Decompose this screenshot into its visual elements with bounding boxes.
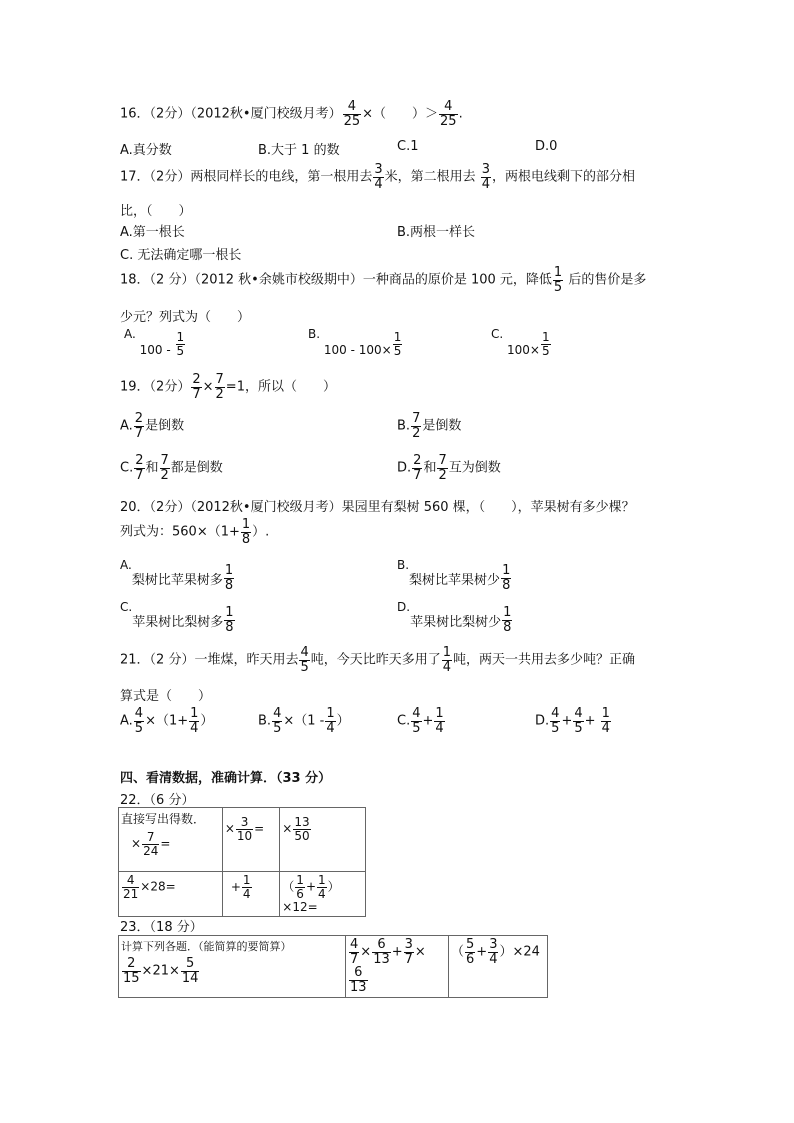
q17-option-a[interactable]: A.第一根长 bbox=[120, 225, 185, 240]
q22-label: 22．（6 分） bbox=[120, 793, 195, 808]
fraction: $\frac{2}{7}$ bbox=[134, 411, 144, 441]
fraction: $\frac{1}{4}$ bbox=[326, 706, 335, 736]
fraction: $\frac{4}{5}$ bbox=[273, 706, 282, 736]
q18-stem-line2: 少元？列式为（ ） bbox=[120, 310, 251, 325]
q18-option-b[interactable]: B. 100 - 100× $\frac{1}{5}$ bbox=[308, 327, 402, 358]
fraction: $\frac{3}{4}$ bbox=[481, 162, 491, 192]
q19-option-d[interactable]: D. $\frac{2}{7}$ 和 $\frac{7}{2}$ 互为倒数 bbox=[397, 453, 501, 483]
q21-option-d[interactable]: D. $\frac{4}{5}$ + $\frac{4}{5}$ + $\frac{1}{4}$ bbox=[535, 706, 610, 736]
q22-cell: × $\frac{13}{50}$ bbox=[280, 808, 366, 872]
q22-cell: （ $\frac{1}{6}$ + $\frac{1}{4}$ ）×12= bbox=[280, 872, 366, 917]
fraction: $\frac{3}{4}$ bbox=[489, 937, 498, 967]
fraction: $\frac{3}{10}$ bbox=[236, 815, 253, 843]
q20-stem-line2: 列式为：560×（1+ $\frac{1}{8}$ ）. bbox=[120, 517, 270, 547]
q22-cell: $\frac{4}{21}$ ×28= bbox=[119, 872, 223, 917]
fraction: $\frac{1}{5}$ bbox=[553, 265, 563, 295]
q21-option-c[interactable]: C. $\frac{4}{5}$ + $\frac{1}{4}$ bbox=[397, 706, 444, 736]
q20-option-a[interactable]: A.梨树比苹果树多 $\frac{1}{8}$ bbox=[120, 558, 234, 593]
fraction: $\frac{4}{25}$ bbox=[440, 99, 457, 129]
fraction: $\frac{4}{21}$ bbox=[123, 873, 139, 901]
q17-stem-line2: 比，（ ） bbox=[120, 204, 192, 219]
q17-option-c[interactable]: C. 无法确定哪一根长 bbox=[120, 248, 242, 263]
q22-cell: + $\frac{1}{4}$ bbox=[222, 872, 279, 917]
q19-option-a[interactable]: A. $\frac{2}{7}$ 是倒数 bbox=[120, 411, 185, 441]
q19-option-c[interactable]: C. $\frac{2}{7}$ 和 $\frac{7}{2}$ 都是倒数 bbox=[120, 453, 223, 483]
fraction: $\frac{1}{5}$ bbox=[393, 330, 402, 358]
fraction: $\frac{3}{7}$ bbox=[404, 937, 413, 967]
fraction: $\frac{1}{4}$ bbox=[435, 706, 444, 736]
q18-stem: 18．（2 分）（2012 秋•余姚市校级期中）一种商品的原价是 100 元，降低 $\frac{1}{5}$ 后的售价是多 bbox=[120, 265, 647, 295]
fraction: $\frac{1}{4}$ bbox=[242, 873, 251, 901]
fraction: $\frac{4}{7}$ bbox=[350, 937, 359, 967]
fraction: $\frac{5}{6}$ bbox=[466, 937, 475, 967]
fraction: $\frac{7}{2}$ bbox=[438, 453, 447, 483]
fraction: $\frac{1}{8}$ bbox=[225, 605, 234, 635]
fraction: $\frac{4}{5}$ bbox=[300, 645, 309, 675]
q16-stem: 16．（2分）（2012秋•厦门校级月考） $\frac{4}{25}$ ×（ ）＞ $\frac{4}{25}$ . bbox=[120, 99, 463, 129]
fraction: $\frac{7}{2}$ bbox=[160, 453, 169, 483]
fraction: $\frac{1}{8}$ bbox=[503, 605, 512, 635]
q18-option-c[interactable]: C. 100× $\frac{1}{5}$ bbox=[491, 327, 550, 358]
q23-label: 23．（18 分） bbox=[120, 920, 203, 935]
q23-cell: （ $\frac{5}{6}$ + $\frac{3}{4}$ ）×24 bbox=[449, 936, 548, 998]
q21-option-a[interactable]: A. $\frac{4}{5}$ ×（1+ $\frac{1}{4}$ ） bbox=[120, 706, 214, 736]
q21-stem: 21．（2 分）一堆煤，昨天用去 $\frac{4}{5}$ 吨，今天比昨天多用了 $\frac{1}{4}$ 吨，两天一共用去多少吨？正确 bbox=[120, 645, 636, 675]
q22-cell: 直接写出得数． × $\frac{7}{24}$ = bbox=[119, 808, 223, 872]
fraction: $\frac{6}{13}$ bbox=[350, 965, 367, 995]
fraction: $\frac{4}{5}$ bbox=[134, 706, 144, 736]
q17-option-b[interactable]: B.两根一样长 bbox=[397, 225, 476, 240]
fraction: $\frac{1}{8}$ bbox=[502, 563, 511, 593]
fraction: $\frac{6}{13}$ bbox=[373, 937, 390, 967]
q21-stem-line2: 算式是（ ） bbox=[120, 689, 212, 704]
q20-stem: 20．（2分）（2012秋•厦门校级月考）果园里有梨树 560 棵，（ ），苹果树有多少棵？ bbox=[120, 500, 635, 515]
fraction: $\frac{7}{2}$ bbox=[215, 372, 224, 402]
fraction: $\frac{4}{5}$ bbox=[412, 706, 421, 736]
fraction: $\frac{4}{5}$ bbox=[551, 706, 560, 736]
q16-option-c[interactable]: C.1 bbox=[397, 139, 419, 154]
fraction: $\frac{4}{5}$ bbox=[574, 706, 583, 736]
fraction: $\frac{7}{2}$ bbox=[412, 411, 421, 441]
fraction: $\frac{1}{5}$ bbox=[176, 330, 185, 358]
q17-stem: 17．（2分）两根同样长的电线，第一根用去 $\frac{3}{4}$ 米，第二根用去 $\frac{3}{4}$ ，两根电线剩下的部分相 bbox=[120, 162, 636, 192]
section-title: 四、看清数据，准确计算．（33 分） bbox=[120, 771, 332, 786]
q20-option-d[interactable]: D.苹果树比梨树少 $\frac{1}{8}$ bbox=[397, 600, 512, 635]
fraction: $\frac{1}{5}$ bbox=[542, 330, 550, 358]
fraction: $\frac{5}{14}$ bbox=[181, 956, 199, 986]
q20-option-c[interactable]: C.苹果树比梨树多 $\frac{1}{8}$ bbox=[120, 600, 234, 635]
q16-option-a[interactable]: A.真分数 bbox=[120, 143, 172, 158]
fraction: $\frac{1}{6}$ bbox=[296, 873, 304, 901]
fraction: $\frac{2}{15}$ bbox=[123, 956, 140, 986]
q21-option-b[interactable]: B. $\frac{4}{5}$ ×（1 - $\frac{1}{4}$ ） bbox=[258, 706, 350, 736]
fraction: $\frac{1}{4}$ bbox=[190, 706, 199, 736]
q16-option-d[interactable]: D.0 bbox=[535, 139, 558, 154]
q16-option-b[interactable]: B.大于 1 的数 bbox=[258, 143, 340, 158]
fraction: $\frac{1}{8}$ bbox=[241, 517, 251, 547]
fraction: $\frac{3}{4}$ bbox=[374, 162, 383, 192]
q22-cell: × $\frac{3}{10}$ = bbox=[222, 808, 279, 872]
q23-table bbox=[118, 935, 548, 998]
fraction: $\frac{4}{25}$ bbox=[343, 99, 361, 129]
fraction: $\frac{2}{7}$ bbox=[413, 453, 422, 483]
fraction: $\frac{1}{8}$ bbox=[224, 563, 234, 593]
fraction: $\frac{1}{4}$ bbox=[601, 706, 610, 736]
q22-table bbox=[118, 807, 366, 917]
fraction: $\frac{2}{7}$ bbox=[135, 453, 144, 483]
fraction: $\frac{2}{7}$ bbox=[192, 372, 201, 402]
q20-option-b[interactable]: B.梨树比苹果树少 $\frac{1}{8}$ bbox=[397, 558, 511, 593]
fraction: $\frac{1}{4}$ bbox=[442, 645, 452, 675]
fraction: $\frac{13}{50}$ bbox=[294, 815, 310, 843]
fraction: $\frac{1}{4}$ bbox=[318, 873, 326, 901]
fraction: $\frac{7}{24}$ bbox=[143, 830, 159, 858]
q23-cell: 计算下列各题．（能简算的要简算） $\frac{2}{15}$ ×21× $\frac{5}{14}$ bbox=[119, 936, 346, 998]
q19-stem: 19．（2分） $\frac{2}{7}$ × $\frac{7}{2}$ =1，所以（ ） bbox=[120, 372, 336, 402]
q19-option-b[interactable]: B. $\frac{7}{2}$ 是倒数 bbox=[397, 411, 462, 441]
q18-option-a[interactable]: A. 100 - $\frac{1}{5}$ bbox=[124, 327, 185, 358]
q23-cell: $\frac{4}{7}$ × $\frac{6}{13}$ + $\frac{3}{7}$ × $\frac{6}{13}$ bbox=[346, 936, 449, 998]
